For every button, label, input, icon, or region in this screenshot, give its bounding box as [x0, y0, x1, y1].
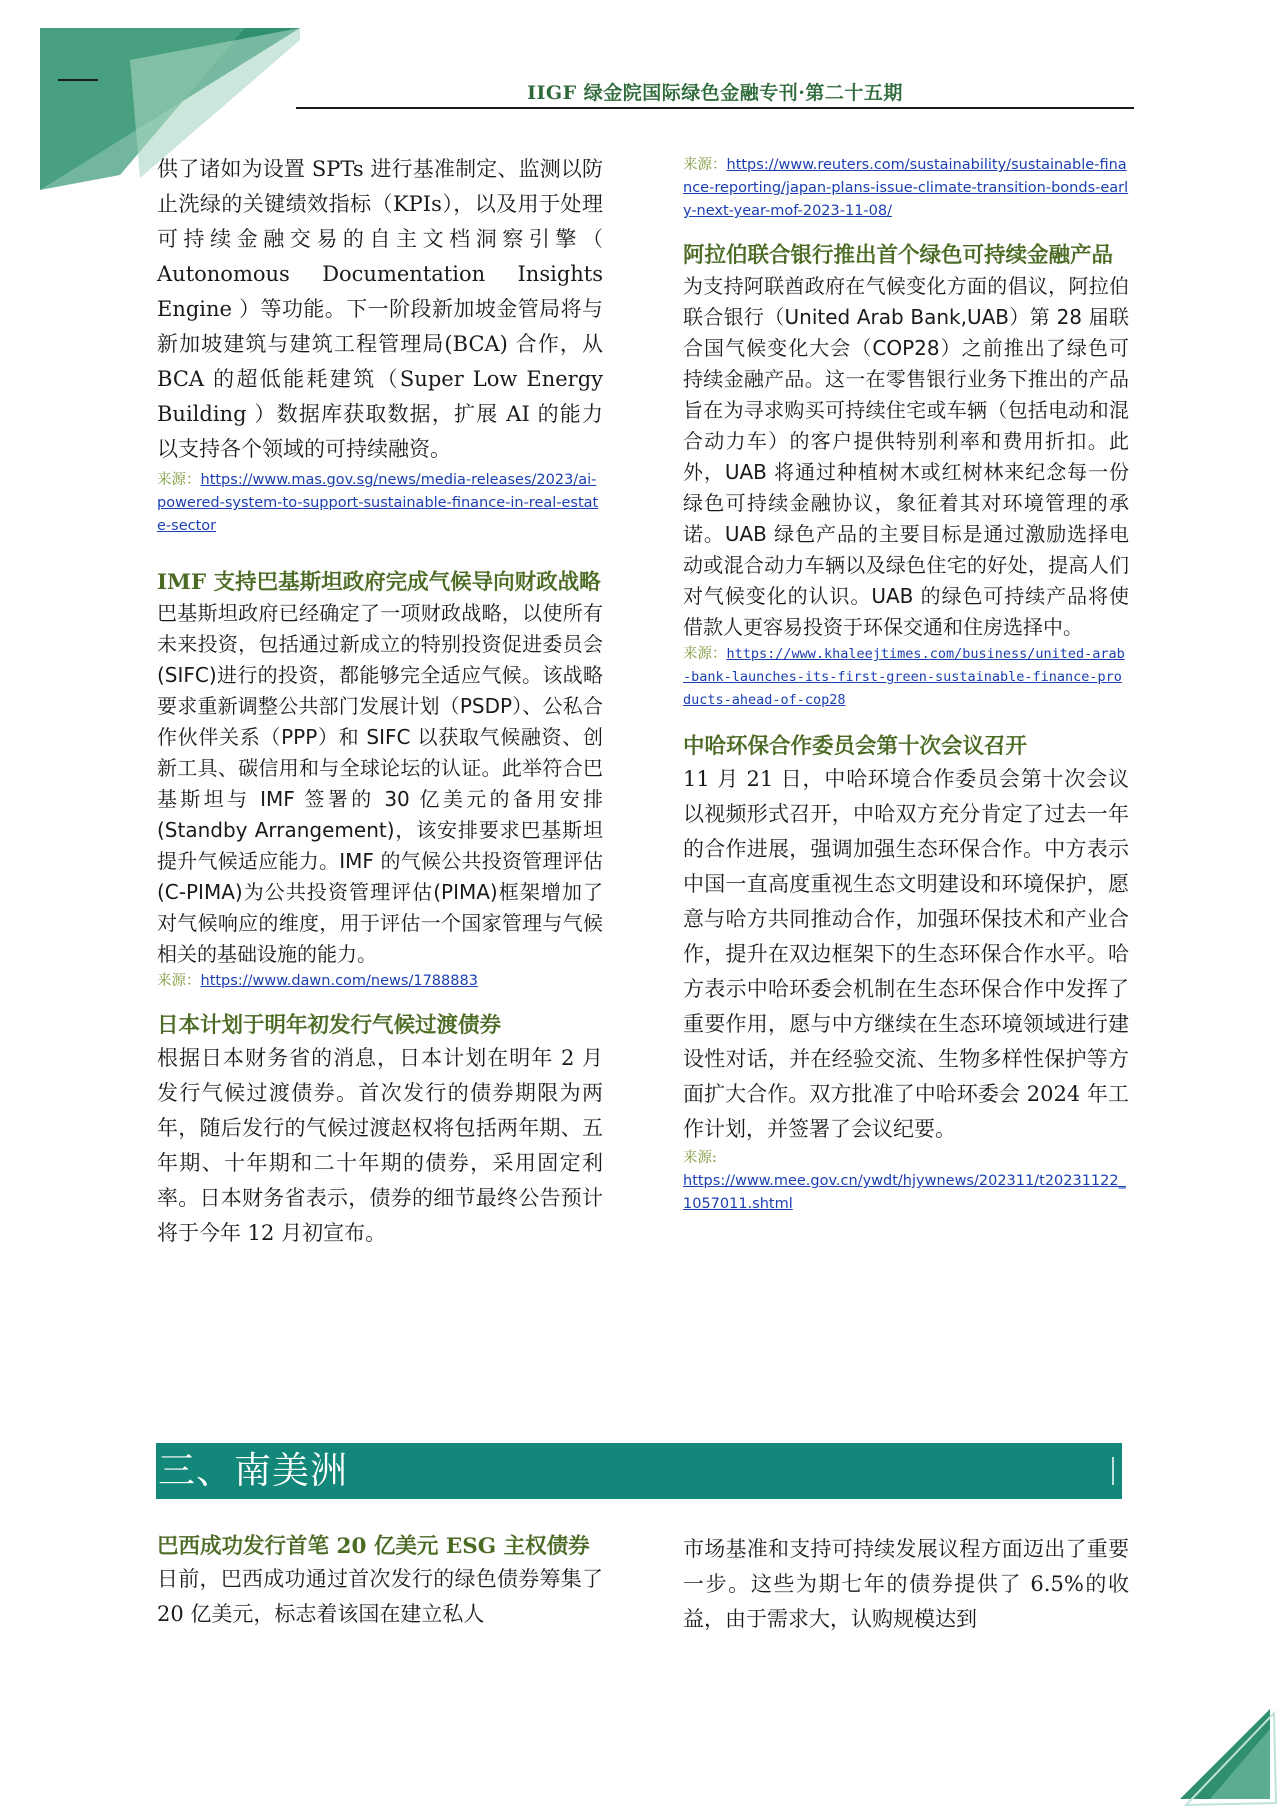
japan-source	[683, 154, 1129, 223]
right-column	[683, 154, 1129, 1216]
intro-source-link[interactable]: https://www.mas.gov.sg/news/media-releases/2023/ai-powered-system-to-support-sustainable-finance-in-real-estate-sector	[157, 472, 599, 534]
source-label: 来源：	[157, 472, 201, 488]
header-rule	[296, 107, 1134, 109]
imf-source	[157, 970, 603, 993]
intro-paragraph: 供了诸如为设置 SPTs 进行基准制定、监测以防止洗绿的关键绩效指标（KPIs），以及用于处理可持续金融交易的自主文档洞察引擎（ Autonomous Documentation Insights Engine ）等功能。下一阶段新加坡金管局将与新加坡建筑与建筑工程管理局(BCA) 合作，从 BCA 的超低能耗建筑（Super Low Energy Building ）数据库获取数据，扩展 AI 的能力以支持各个领域的可持续融资。	[157, 157, 603, 461]
china-source	[683, 1147, 1129, 1216]
uab-source	[683, 643, 1129, 712]
japan-heading: 日本计划于明年初发行气候过渡债券	[157, 1013, 502, 1038]
china-kazakhstan-heading: 中哈环保合作委员会第十次会议召开	[683, 734, 1028, 759]
source-label: 来源：	[157, 973, 201, 989]
section-title: 三、南美洲	[158, 1449, 348, 1492]
left-column	[157, 152, 603, 1251]
bottom-left-column	[157, 1532, 603, 1632]
bottom-right-column	[683, 1532, 1129, 1637]
brazil-paragraph-right: 市场基准和支持可持续发展议程方面迈出了重要一步。这些为期七年的债券提供了 6.5%的收益，由于需求大，认购规模达到	[683, 1537, 1129, 1631]
uab-paragraph: 为支持阿联酋政府在气候变化方面的倡议，阿拉伯联合银行（United Arab Bank,UAB）第 28 届联合国气候变化大会（COP28）之前推出了绿色可持续金融产品。这一在零售银行业务下推出的产品旨在为寻求购买可持续住宅或车辆（包括电动和混合动力车）的客户提供特别利率和费用折扣。此外，UAB 将通过种植树木或红树林来纪念每一份绿色可持续金融协议，象征着其对环境管理的承诺。UAB 绿色产品的主要目标是通过激励选择电动或混合动力车辆以及绿色住宅的好处，提高人们对气候变化的认识。UAB 的绿色可持续产品将使借款人更容易投资于环保交通和住房选择中。	[683, 274, 1129, 639]
source-label: 来源:	[683, 1150, 717, 1166]
section-header-bar	[156, 1443, 1122, 1499]
japan-paragraph: 根据日本财务省的消息，日本计划在明年 2 月发行气候过渡债券。首次发行的债券期限为两年，随后发行的气候过渡赵权将包括两年期、五年期、十年期和二十年期的债券，采用固定利率。日本财务省表示，债券的细节最终公告预计将于今年 12 月初宣布。	[157, 1046, 603, 1245]
intro-source	[157, 469, 603, 538]
china-kazakhstan-paragraph: 11 月 21 日，中哈环境合作委员会第十次会议以视频形式召开，中哈双方充分肯定了过去一年的合作进展，强调加强生态环保合作。中方表示中国一直高度重视生态文明建设和环境保护，愿意与哈方共同推动合作，加强环保技术和产业合作，提升在双边框架下的生态环保合作水平。哈方表示中哈环委会机制在生态环保合作中发挥了重要作用，愿与中方继续在生态环境领域进行建设性对话，并在经验交流、生物多样性保护等方面扩大合作。双方批准了中哈环委会 2024 年工作计划，并签署了会议纪要。	[683, 767, 1129, 1141]
footer-corner-decoration	[1170, 1699, 1280, 1809]
source-label: 来源：	[683, 157, 727, 173]
uab-heading: 阿拉伯联合银行推出首个绿色可持续金融产品	[683, 243, 1114, 268]
imf-paragraph: 巴基斯坦政府已经确定了一项财政战略，以使所有未来投资，包括通过新成立的特别投资促进委员会(SIFC)进行的投资，都能够完全适应气候。该战略要求重新调整公共部门发展计划（PSDP）、公私合作伙伴关系（PPP）和 SIFC 以获取气候融资、创新工具、碳信用和与全球论坛的认证。此举符合巴基斯坦与 IMF 签署的 30 亿美元的备用安排 (Standby Arrangement)，该安排要求巴基斯坦提升气候适应能力。IMF 的气候公共投资管理评估 (C-PIMA)为公共投资管理评估(PIMA)框架增加了对气候响应的维度，用于评估一个国家管理与气候相关的基础设施的能力。	[157, 601, 603, 966]
brazil-heading: 巴西成功发行首笔 20 亿美元 ESG 主权债券	[157, 1534, 590, 1559]
imf-heading: IMF 支持巴基斯坦政府完成气候导向财政战略	[157, 570, 601, 595]
uab-source-link[interactable]: https://www.khaleejtimes.com/business/united-arab-bank-launches-its-first-green-sustainable-finance-products-ahead-of-cop28	[683, 646, 1125, 708]
china-source-link[interactable]: https://www.mee.gov.cn/ywdt/hjywnews/202311/t20231122_1057011.shtml	[683, 1173, 1126, 1212]
japan-source-link[interactable]: https://www.reuters.com/sustainability/sustainable-finance-reporting/japan-plans-issue-climate-transition-bonds-early-next-year-mof-2023-11-08/	[683, 157, 1129, 219]
source-label: 来源：	[683, 646, 727, 662]
imf-source-link[interactable]: https://www.dawn.com/news/1788883	[200, 973, 478, 989]
header-dash	[58, 79, 98, 81]
page-header-title: IIGF 绿金院国际绿色金融专刊·第二十五期	[527, 82, 903, 104]
section-bar-tick	[1112, 1457, 1114, 1485]
brazil-paragraph-left: 日前，巴西成功通过首次发行的绿色债券筹集了 20 亿美元，标志着该国在建立私人	[157, 1567, 603, 1626]
